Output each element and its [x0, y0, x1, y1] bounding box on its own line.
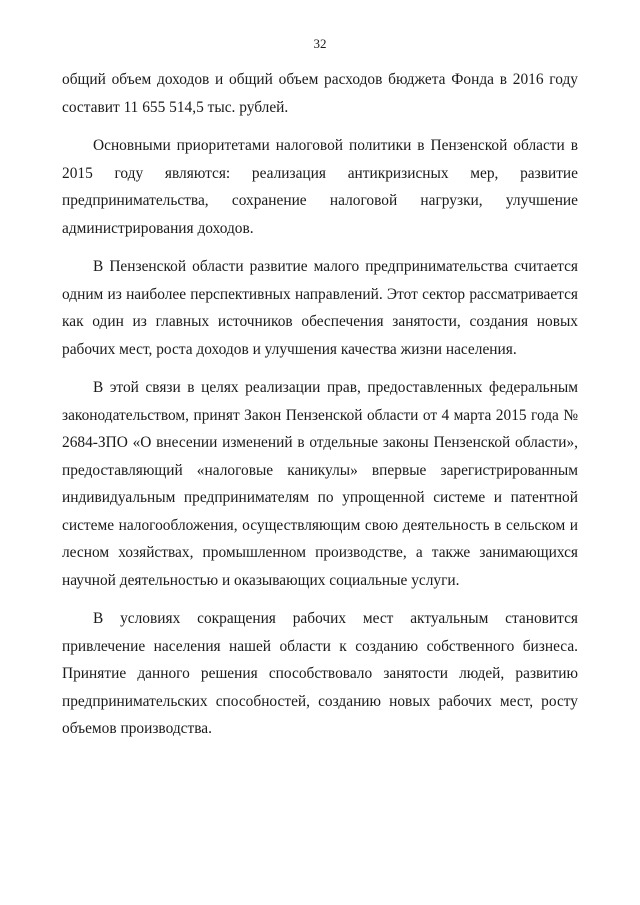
page-number: 32 [313, 36, 327, 51]
document-body [62, 66, 578, 743]
paragraph-small-business: В Пензенской области развитие малого предпринимательства считается одним из наиболее перспективных направлений. Этот сектор рассматривается как один из главных источников обеспечения занятости, создания новых рабочих мест, роста доходов и улучшения качества жизни населения. [62, 258, 578, 358]
paragraph-tax-priorities: Основными приоритетами налоговой политики в Пензенской области в 2015 году являются: реализация антикризисных мер, развитие предпринимательства, сохранение налоговой нагрузки, улучшение администрирования доходов. [62, 137, 578, 237]
paragraph-own-business: В условиях сокращения рабочих мест актуальным становится привлечение населения нашей области к созданию собственного бизнеса. Принятие данного решения способствовало занятости людей, развитию предпринимательских способностей, созданию новых рабочих мест, росту объемов производства. [62, 610, 578, 737]
paragraph-continuation: общий объем доходов и общий объем расходов бюджета Фонда в 2016 году составит 11 655 514,5 тыс. рублей. [62, 71, 578, 116]
paragraph-tax-holidays-law: В этой связи в целях реализации прав, предоставленных федеральным законодательством, принят Закон Пензенской области от 4 марта 2015 года № 2684-ЗПО «О внесении изменений в отдельные законы Пензенской области», предоставляющий «налоговые каникулы» впервые зарегистрированным индивидуальным предпринимателям по упрощенной системе и патентной системе налогообложения, осуществляющим свою деятельность в сельском и лесном хозяйствах, промышленном производстве, а также занимающихся научной деятельностью и оказывающих социальные услуги. [62, 379, 578, 589]
